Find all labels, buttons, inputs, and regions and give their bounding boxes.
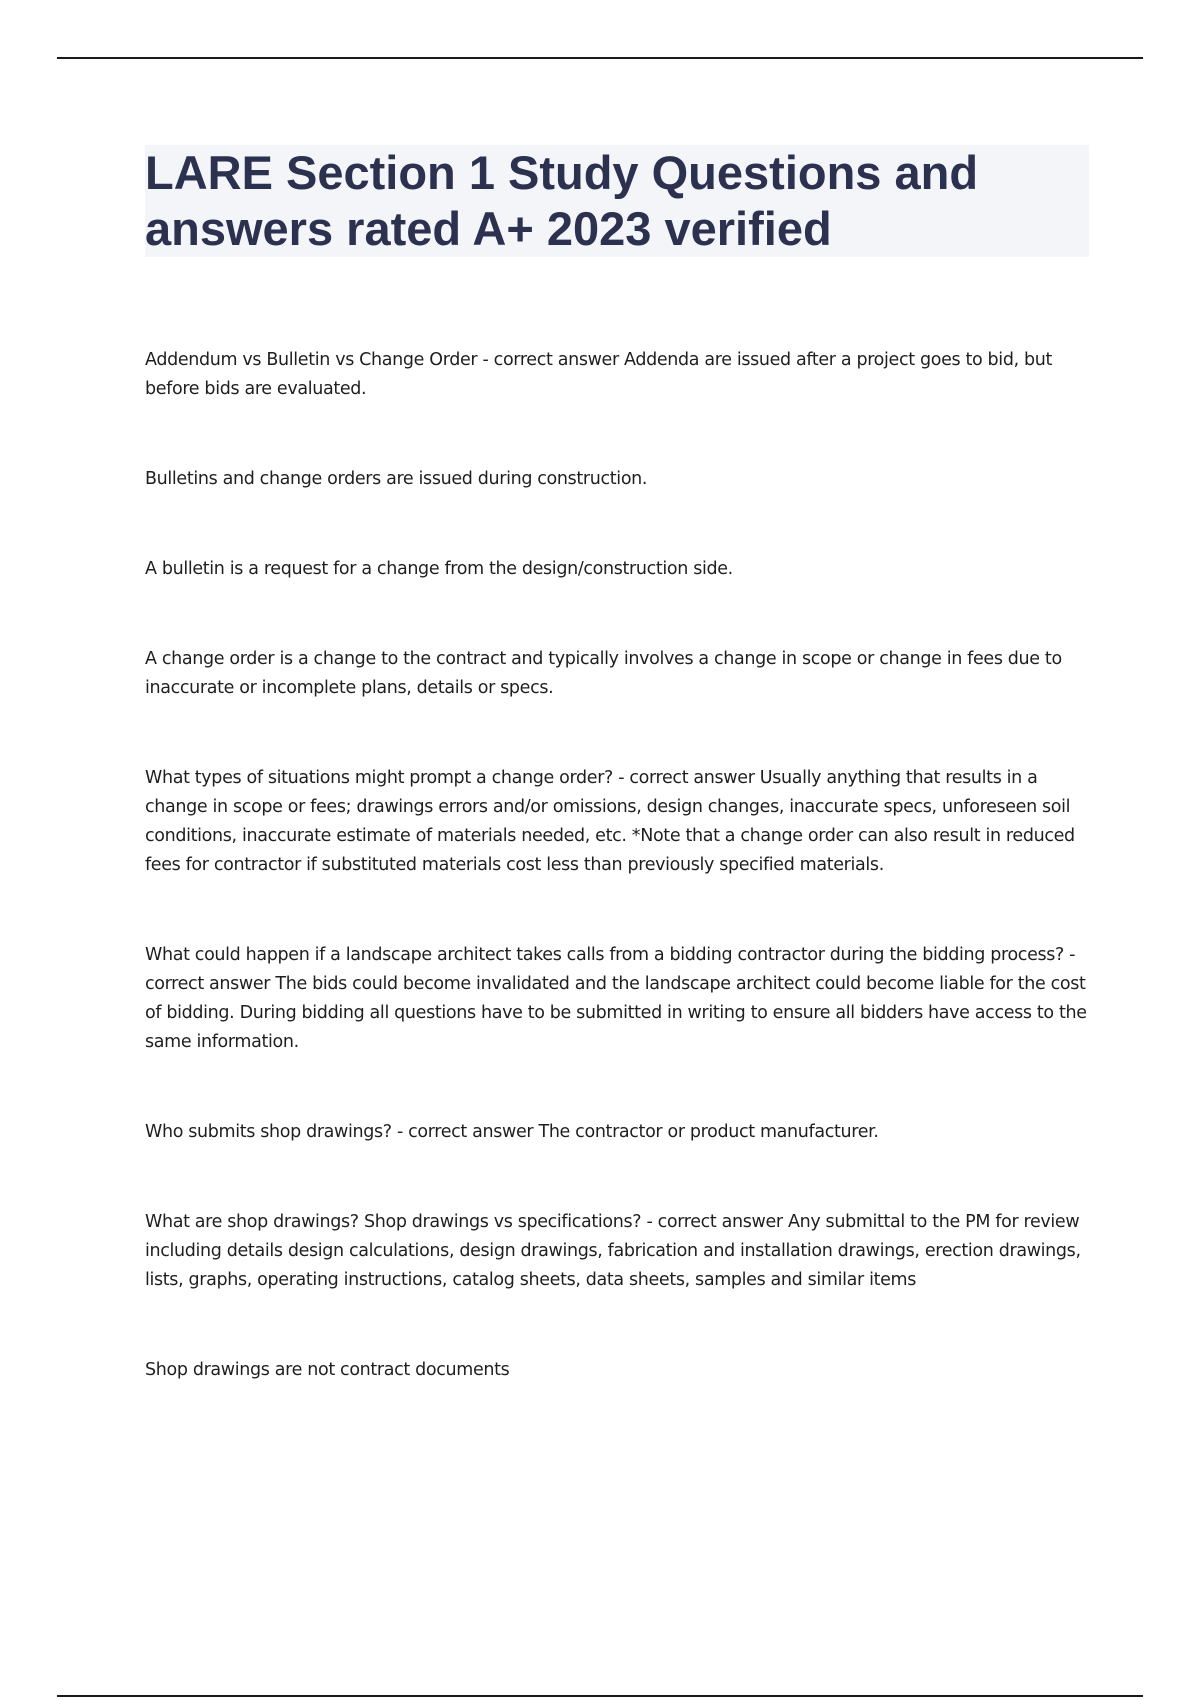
paragraph-change-order-definition: A change order is a change to the contract and typically involves a change in scope or change in fees due to inaccurate or incomplete plans, details or specs. — [145, 649, 1062, 698]
paragraph-bulletins-change-orders: Bulletins and change orders are issued during construction. — [145, 469, 648, 489]
paragraph-bidding-calls: What could happen if a landscape architect takes calls from a bidding contractor during the bidding process? - correct answer The bids could become invalidated and the landscape architect could become liable for the cost of bidding. During bidding all questions have to be submitted in writing to ensure all bidders have access to the same information. — [145, 945, 1087, 1052]
document-body — [145, 346, 1090, 1385]
paragraph-bulletin-definition: A bulletin is a request for a change from the design/construction side. — [145, 559, 733, 579]
paragraph-change-order-situations: What types of situations might prompt a change order? - correct answer Usually anything that results in a change in scope or fees; drawings errors and/or omissions, design changes, inaccurate specs, unforeseen soil conditions, inaccurate estimate of materials needed, etc. *Note that a change order can also result in reduced fees for contractor if substituted materials cost less than previously specified materials. — [145, 768, 1075, 875]
paragraph-addendum-bulletin-change-order: Addendum vs Bulletin vs Change Order - correct answer Addenda are issued after a project goes to bid, but before bids are evaluated. — [145, 350, 1053, 399]
paragraph-shop-drawings-definition: What are shop drawings? Shop drawings vs specifications? - correct answer Any submittal to the PM for review including details design calculations, design drawings, fabrication and installation drawings, erection drawings, lists, graphs, operating instructions, catalog sheets, data sheets, samples and similar items — [145, 1212, 1081, 1290]
title-block — [145, 145, 1089, 257]
top-rule — [57, 57, 1143, 59]
document-title: LARE Section 1 Study Questions and answers rated A+ 2023 verified — [145, 146, 979, 255]
paragraph-shop-drawings-submitter: Who submits shop drawings? - correct answer The contractor or product manufacturer. — [145, 1122, 879, 1142]
bottom-rule — [57, 1695, 1143, 1697]
paragraph-shop-drawings-not-contract: Shop drawings are not contract documents — [145, 1360, 510, 1380]
